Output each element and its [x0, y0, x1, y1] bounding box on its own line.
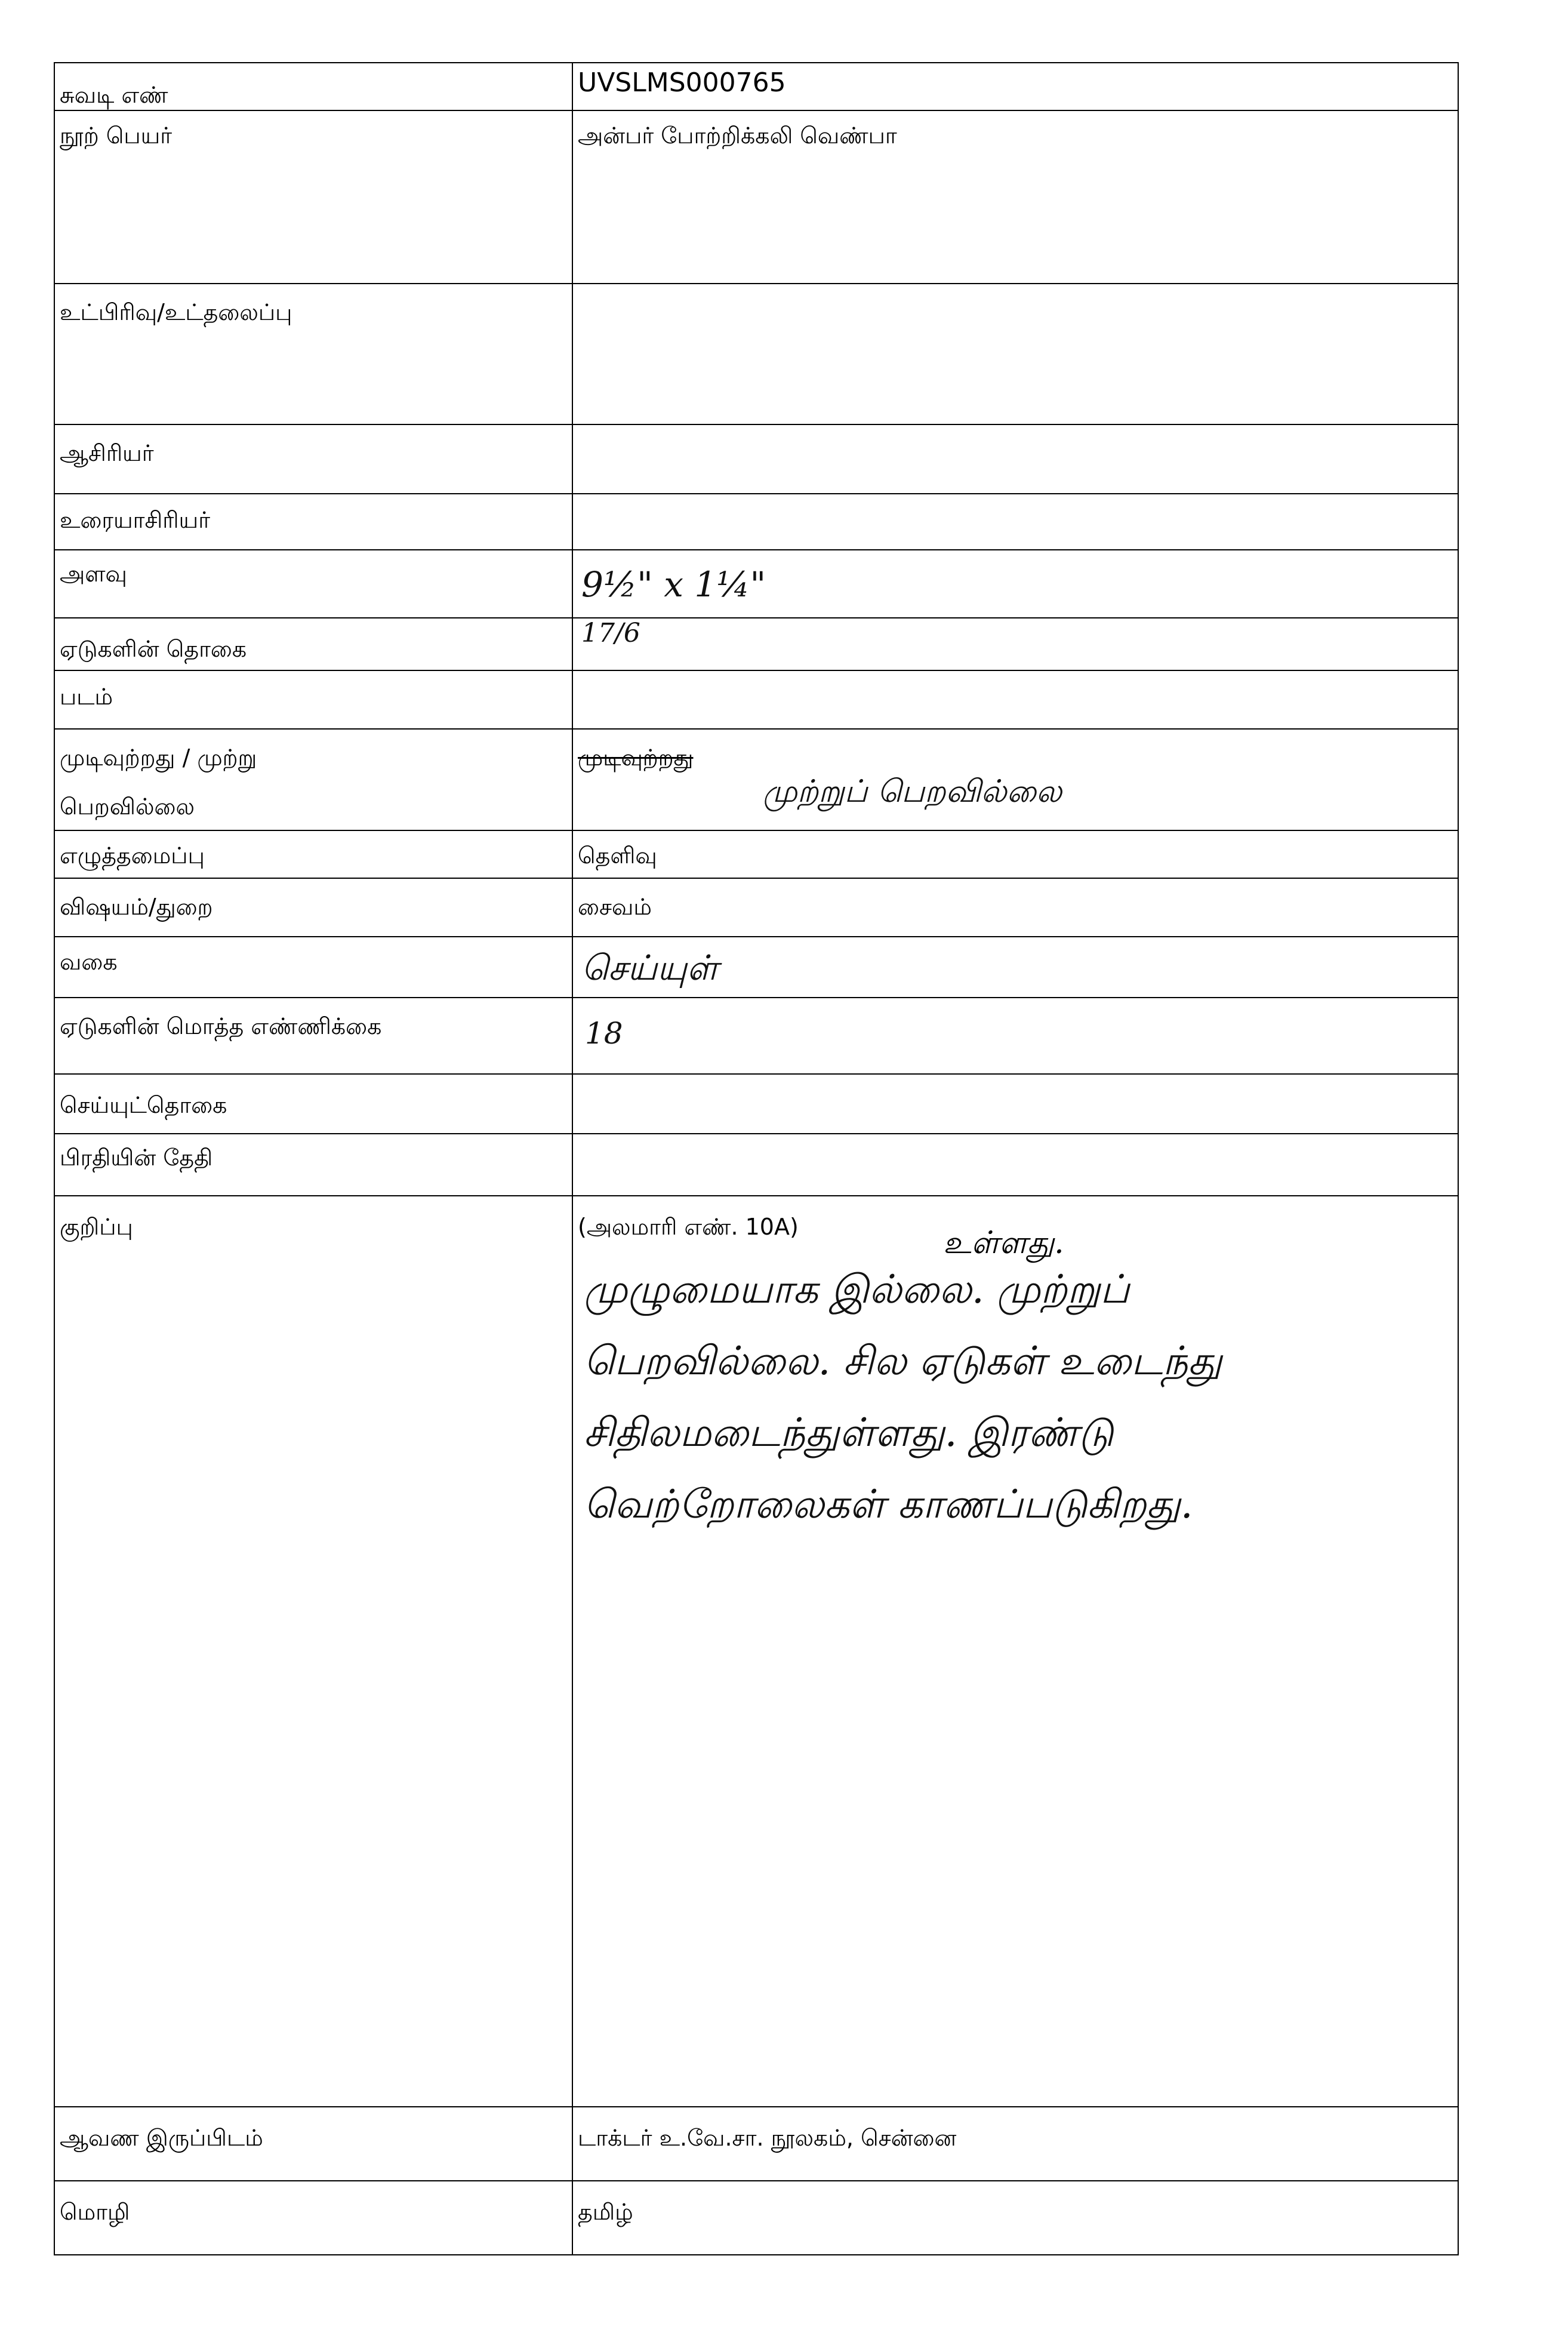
- row-repository: [54, 2107, 1458, 2181]
- value-title: அன்பர் போற்றிக்கலி வெண்பா: [572, 110, 1458, 284]
- value-script-quality: தெளிவு: [572, 830, 1458, 878]
- label-completion-line2: பெறவில்லை: [60, 793, 195, 820]
- row-picture: [54, 670, 1458, 729]
- label-completion-line1: முடிவுற்றது / முற்று: [60, 744, 257, 771]
- value-notes: [572, 1196, 1458, 2107]
- row-subdivision: [54, 284, 1458, 424]
- label-total-leaves: ஏடுகளின் மொத்த எண்ணிக்கை: [54, 998, 572, 1074]
- notes-handwritten-line: சிதிலமடைந்துள்ளது. இரண்டு: [584, 1409, 1114, 1455]
- row-copy-date: [54, 1134, 1458, 1196]
- value-copy-date: [572, 1134, 1458, 1196]
- label-completion: [54, 729, 572, 830]
- value-size: 9½" x 1¼": [572, 550, 1458, 618]
- value-total-leaves: 18: [572, 998, 1458, 1074]
- value-author: [572, 424, 1458, 494]
- row-title: [54, 110, 1458, 284]
- label-commentator: உரையாசிரியர்: [54, 494, 572, 550]
- label-subject: விஷயம்/துறை: [54, 878, 572, 937]
- notes-handwritten-line: முழுமையாக இல்லை. முற்றுப்: [584, 1266, 1130, 1312]
- value-subject: சைவம்: [572, 878, 1458, 937]
- label-copy-date: பிரதியின் தேதி: [54, 1134, 572, 1196]
- row-completion: [54, 729, 1458, 830]
- completion-struck-text: முடிவுற்றது: [578, 744, 694, 771]
- value-type: செய்யுள்: [572, 937, 1458, 998]
- label-size: அளவு: [54, 550, 572, 618]
- row-leaf-count: [54, 618, 1458, 670]
- row-manuscript-number: [54, 63, 1458, 110]
- value-leaf-count: 17/6: [572, 618, 1458, 670]
- row-total-leaves: [54, 998, 1458, 1074]
- notes-handwritten-insertion: உள்ளது.: [943, 1225, 1064, 1261]
- notes-shelf-number: (அலமாரி எண். 10A): [578, 1214, 799, 1240]
- row-notes: [54, 1196, 1458, 2107]
- label-language: மொழி: [54, 2181, 572, 2255]
- value-completion: [572, 729, 1458, 830]
- row-size: [54, 550, 1458, 618]
- label-script-quality: எழுத்தமைப்பு: [54, 830, 572, 878]
- value-verse-count: [572, 1074, 1458, 1134]
- label-notes: குறிப்பு: [54, 1196, 572, 2107]
- value-commentator: [572, 494, 1458, 550]
- value-picture: [572, 670, 1458, 729]
- value-subdivision: [572, 284, 1458, 424]
- label-type: வகை: [54, 937, 572, 998]
- row-subject: [54, 878, 1458, 937]
- row-commentator: [54, 494, 1458, 550]
- label-manuscript-number: சுவடி எண்: [54, 63, 572, 110]
- row-author: [54, 424, 1458, 494]
- notes-handwritten-line: பெறவில்லை. சில ஏடுகள் உடைந்து: [584, 1338, 1222, 1384]
- notes-handwritten-line: வெற்றோலைகள் காணப்படுகிறது.: [584, 1481, 1193, 1527]
- label-picture: படம்: [54, 670, 572, 729]
- label-author: ஆசிரியர்: [54, 424, 572, 494]
- row-script-quality: [54, 830, 1458, 878]
- value-language: தமிழ்: [572, 2181, 1458, 2255]
- label-title: நூற் பெயர்: [54, 110, 572, 284]
- value-repository: டாக்டர் உ.வே.சா. நூலகம், சென்னை: [572, 2107, 1458, 2181]
- row-language: [54, 2181, 1458, 2255]
- value-manuscript-number: UVSLMS000765: [572, 63, 1458, 110]
- row-verse-count: [54, 1074, 1458, 1134]
- label-verse-count: செய்யுட்தொகை: [54, 1074, 572, 1134]
- label-leaf-count: ஏடுகளின் தொகை: [54, 618, 572, 670]
- catalog-record-table: [54, 62, 1459, 2255]
- label-repository: ஆவண இருப்பிடம்: [54, 2107, 572, 2181]
- row-type: [54, 937, 1458, 998]
- completion-handwritten-text: முற்றுப் பெறவில்லை: [763, 774, 1062, 810]
- label-subdivision: உட்பிரிவு/உட்தலைப்பு: [54, 284, 572, 424]
